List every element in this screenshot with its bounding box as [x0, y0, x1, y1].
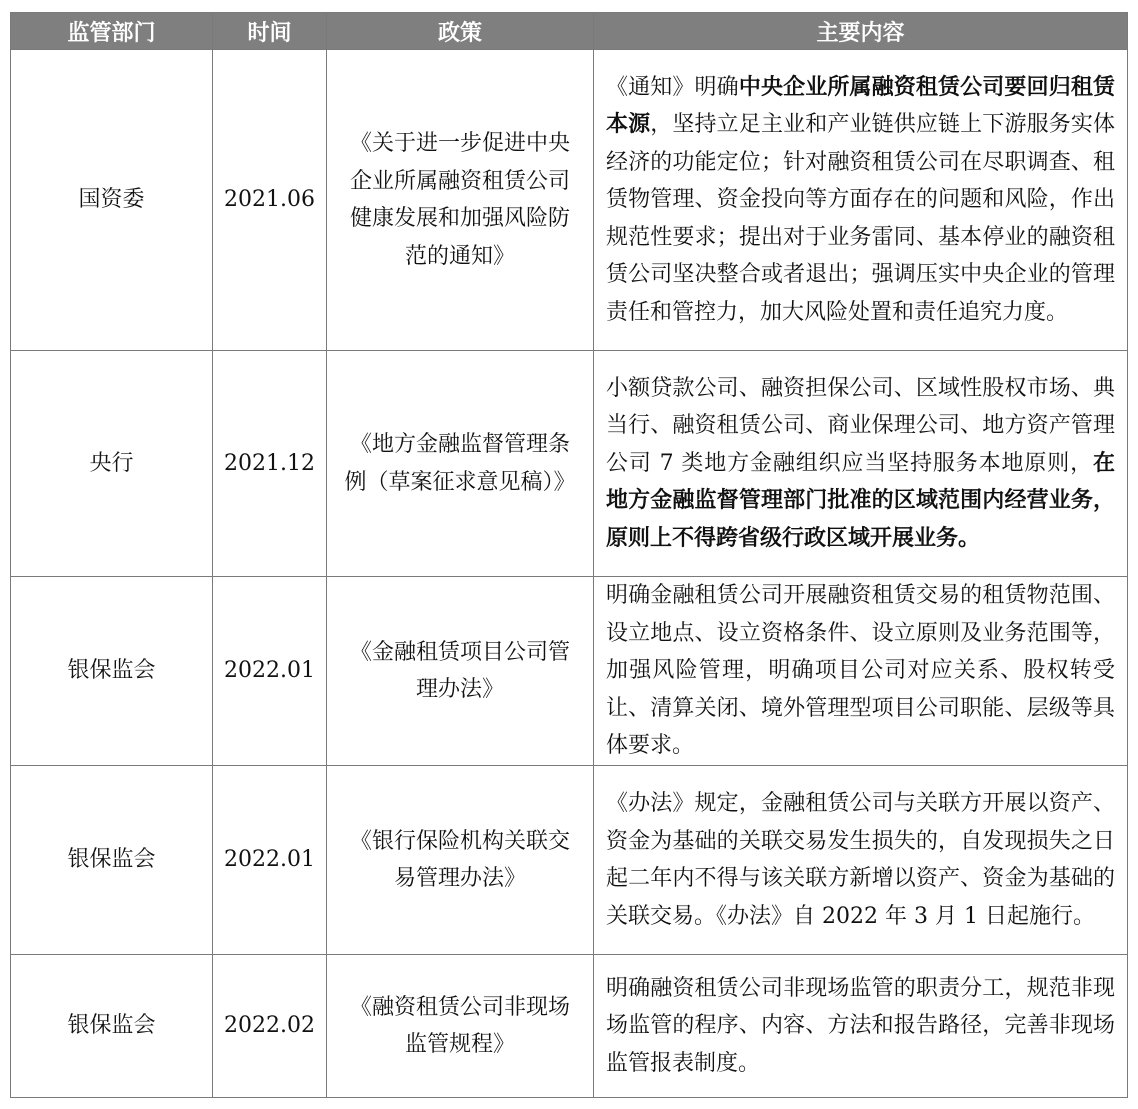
table-row: [11, 955, 1128, 1098]
cell-content: [594, 955, 1128, 1098]
header-row: [11, 13, 1128, 50]
content-bold-text: 中央企业所属融资租赁公司要回归租赁本源: [606, 74, 1115, 138]
table-row: [11, 50, 1128, 351]
cell-dept: 银保监会: [11, 577, 213, 766]
cell-date: 2021.12: [213, 351, 327, 577]
content-text: 《办法》规定，金融租赁公司与关联方开展以资产、资金为基础的关联交易发生损失的，自发现损失之日起二年内不得与该关联方新增以资产、资金为基础的关联交易。《办法》自 2022 年 3 月 1 日起施行。: [606, 791, 1115, 929]
table-row: [11, 577, 1128, 766]
cell-content: [594, 351, 1128, 577]
cell-content: [594, 577, 1128, 766]
cell-policy: 《银行保险机构关联交易管理办法》: [327, 766, 594, 955]
cell-date: 2021.06: [213, 50, 327, 351]
header-date: 时间: [213, 13, 327, 50]
cell-dept: 央行: [11, 351, 213, 577]
content-bold-text: 在地方金融监督管理部门批准的区域范围内经营业务，原则上不得跨省级行政区域开展业务。: [606, 450, 1115, 551]
table-row: [11, 766, 1128, 955]
header-policy: 政策: [327, 13, 594, 50]
table-row: [11, 351, 1128, 577]
content-text: 《通知》明确: [606, 74, 739, 100]
cell-dept: 国资委: [11, 50, 213, 351]
cell-content: [594, 50, 1128, 351]
cell-policy: 《金融租赁项目公司管理办法》: [327, 577, 594, 766]
content-text: 明确金融租赁公司开展融资租赁交易的租赁物范围、设立地点、设立资格条件、设立原则及业务范围等，加强风险管理，明确项目公司对应关系、股权转受让、清算关闭、境外管理型项目公司职能、层级等具体要求。: [606, 583, 1115, 759]
cell-policy: 《融资租赁公司非现场监管规程》: [327, 955, 594, 1098]
content-text: 明确融资租赁公司非现场监管的职责分工，规范非现场监管的程序、内容、方法和报告路径，完善非现场监管报表制度。: [606, 975, 1115, 1076]
header-dept: 监管部门: [11, 13, 213, 50]
cell-date: 2022.01: [213, 766, 327, 955]
cell-dept: 银保监会: [11, 955, 213, 1098]
header-content: 主要内容: [594, 13, 1128, 50]
cell-dept: 银保监会: [11, 766, 213, 955]
content-text: ，坚持立足主业和产业链供应链上下游服务实体经济的功能定位；针对融资租赁公司在尽职调查、租赁物管理、资金投向等方面存在的问题和风险，作出规范性要求；提出对于业务雷同、基本停业的融资租赁公司坚决整合或者退出；强调压实中央企业的管理责任和管控力，加大风险处置和责任追究力度。: [606, 112, 1115, 325]
content-text: 小额贷款公司、融资担保公司、区域性股权市场、典当行、融资租赁公司、商业保理公司、地方资产管理公司 7 类地方金融组织应当坚持服务本地原则，: [606, 375, 1115, 476]
cell-policy: 《地方金融监督管理条例（草案征求意见稿）》: [327, 351, 594, 577]
cell-date: 2022.02: [213, 955, 327, 1098]
cell-content: [594, 766, 1128, 955]
cell-date: 2022.01: [213, 577, 327, 766]
cell-policy: 《关于进一步促进中央企业所属融资租赁公司健康发展和加强风险防范的通知》: [327, 50, 594, 351]
policy-table: [10, 12, 1128, 1098]
